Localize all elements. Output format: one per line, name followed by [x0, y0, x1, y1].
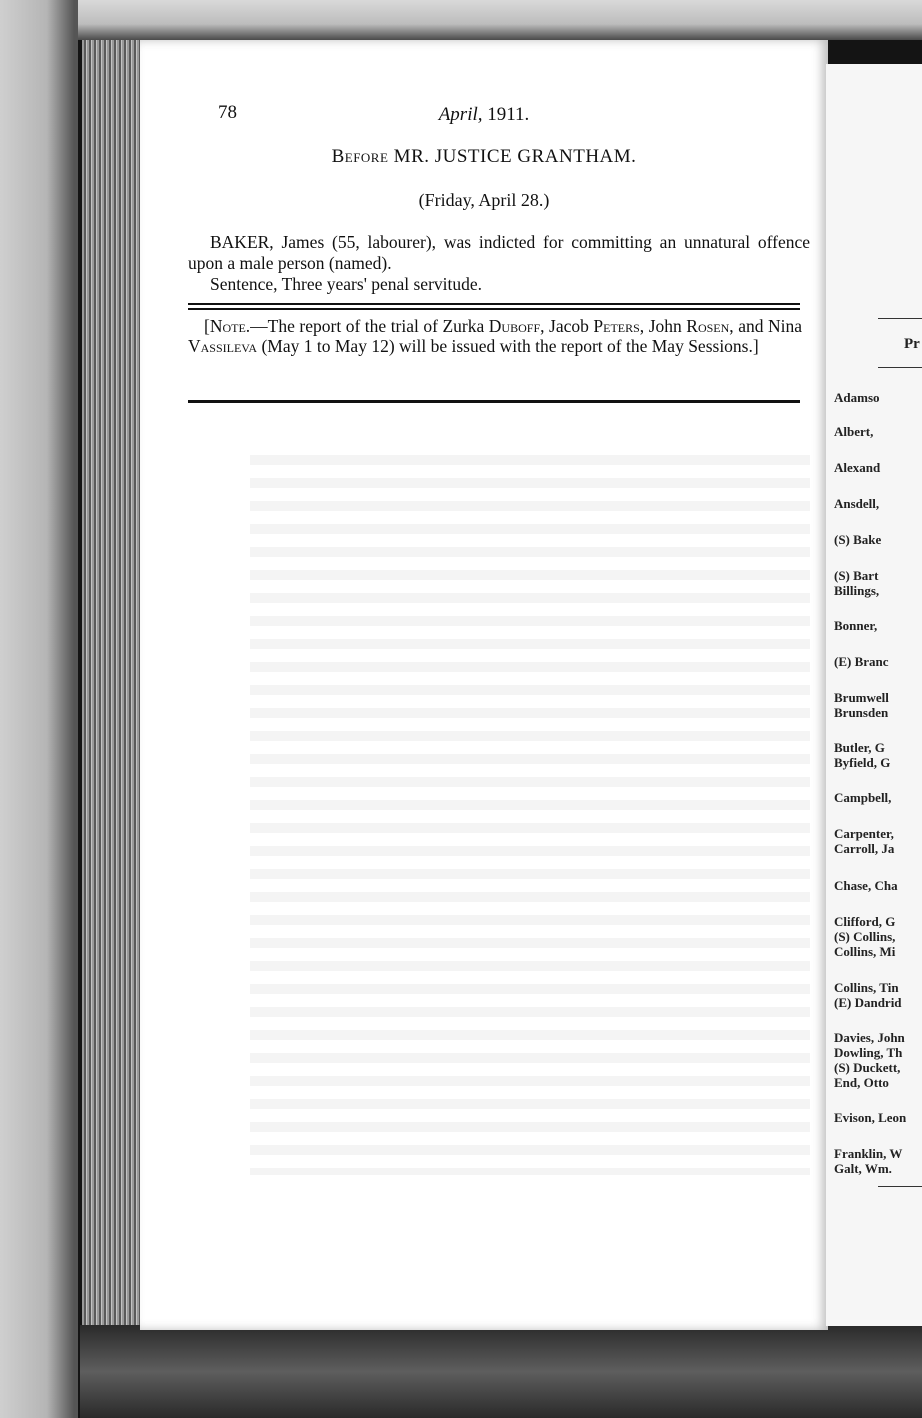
page-number: 78	[218, 102, 237, 123]
list-item: (S) Duckett,	[834, 1060, 901, 1075]
list-item: Adamso	[834, 390, 880, 405]
note-text-2: , Jacob	[540, 316, 594, 336]
list-item: Butler, G	[834, 740, 885, 755]
case-charge: James (55, labourer), was indicted for committing an unnatural offence upon a male person (named).	[188, 232, 811, 273]
running-head-year: 1911.	[487, 104, 530, 125]
note-text	[188, 316, 802, 356]
list-item: End, Otto	[834, 1075, 889, 1090]
facing-page-rule-bottom	[878, 1186, 922, 1187]
sitting-date: (Friday, April 28.)	[418, 190, 550, 210]
list-item: (S) Bart	[834, 568, 879, 583]
list-item: Brunsden	[834, 705, 889, 720]
court-heading-judge: MR. JUSTICE GRANTHAM.	[393, 146, 637, 167]
list-item: Dowling, Th	[834, 1045, 903, 1060]
list-item: (S) Collins,	[834, 929, 896, 944]
note-close-bracket: ]	[752, 336, 759, 356]
facing-page-rule-head	[878, 367, 922, 368]
list-item: Franklin, W	[834, 1146, 903, 1161]
list-item: (E) Dandrid	[834, 995, 902, 1010]
list-item: Ansdell,	[834, 496, 880, 511]
book-page-edges	[82, 40, 142, 1330]
list-item: Collins, Mi	[834, 944, 896, 959]
note-text-1: —The report of the trial of Zurka	[250, 316, 489, 336]
list-item: Brumwell	[834, 690, 889, 705]
running-head	[140, 104, 828, 126]
note-name-1: Duboff	[488, 316, 541, 336]
list-item: Carroll, Ja	[834, 841, 895, 856]
case-text	[188, 232, 810, 274]
book-page	[140, 40, 828, 1330]
case-entry	[188, 232, 810, 295]
note-text-5: (May 1 to May 12) will be issued with the report of the May Sessions.	[257, 336, 753, 356]
list-item: Billings,	[834, 583, 880, 598]
running-head-month: April,	[438, 104, 483, 125]
note-name-4: Vassileva	[188, 336, 258, 356]
editorial-note	[188, 316, 802, 356]
scan-left-margin	[0, 0, 78, 1418]
bleed-through-text	[250, 455, 810, 1175]
note-text-3: , John	[639, 316, 687, 336]
list-item: Albert,	[834, 424, 874, 439]
note-name-2: Peters	[593, 316, 640, 336]
list-item: Davies, John	[834, 1030, 905, 1045]
court-heading-before: Before	[331, 146, 389, 167]
note-text-4: , and Nina	[729, 316, 802, 336]
section-rule	[188, 400, 800, 403]
list-item: Evison, Leon	[834, 1110, 907, 1125]
scan-bottom-margin	[80, 1325, 922, 1418]
facing-page-heading: Pr	[904, 336, 920, 352]
court-heading	[140, 146, 828, 168]
list-item: Clifford, G	[834, 914, 896, 929]
list-item: Alexand	[834, 460, 881, 475]
double-rule	[188, 303, 800, 310]
list-item: Campbell,	[834, 790, 892, 805]
facing-page-rule-top	[878, 318, 922, 319]
note-label: Note.	[209, 316, 251, 336]
note-name-3: Rosen	[686, 316, 730, 336]
list-item: (S) Bake	[834, 532, 882, 547]
list-item: Galt, Wm.	[834, 1161, 892, 1176]
scan-top-margin	[0, 0, 922, 40]
note-open-bracket: [	[204, 316, 210, 336]
list-item: Byfield, G	[834, 755, 891, 770]
list-item: Chase, Cha	[834, 878, 898, 893]
list-item: Collins, Tin	[834, 980, 899, 995]
facing-page	[826, 64, 922, 1326]
case-sentence: Sentence, Three years' penal servitude.	[210, 274, 483, 294]
list-item: Carpenter,	[834, 826, 894, 841]
list-item: Bonner,	[834, 618, 878, 633]
defendant-name: BAKER,	[210, 232, 274, 252]
list-item: (E) Branc	[834, 654, 889, 669]
